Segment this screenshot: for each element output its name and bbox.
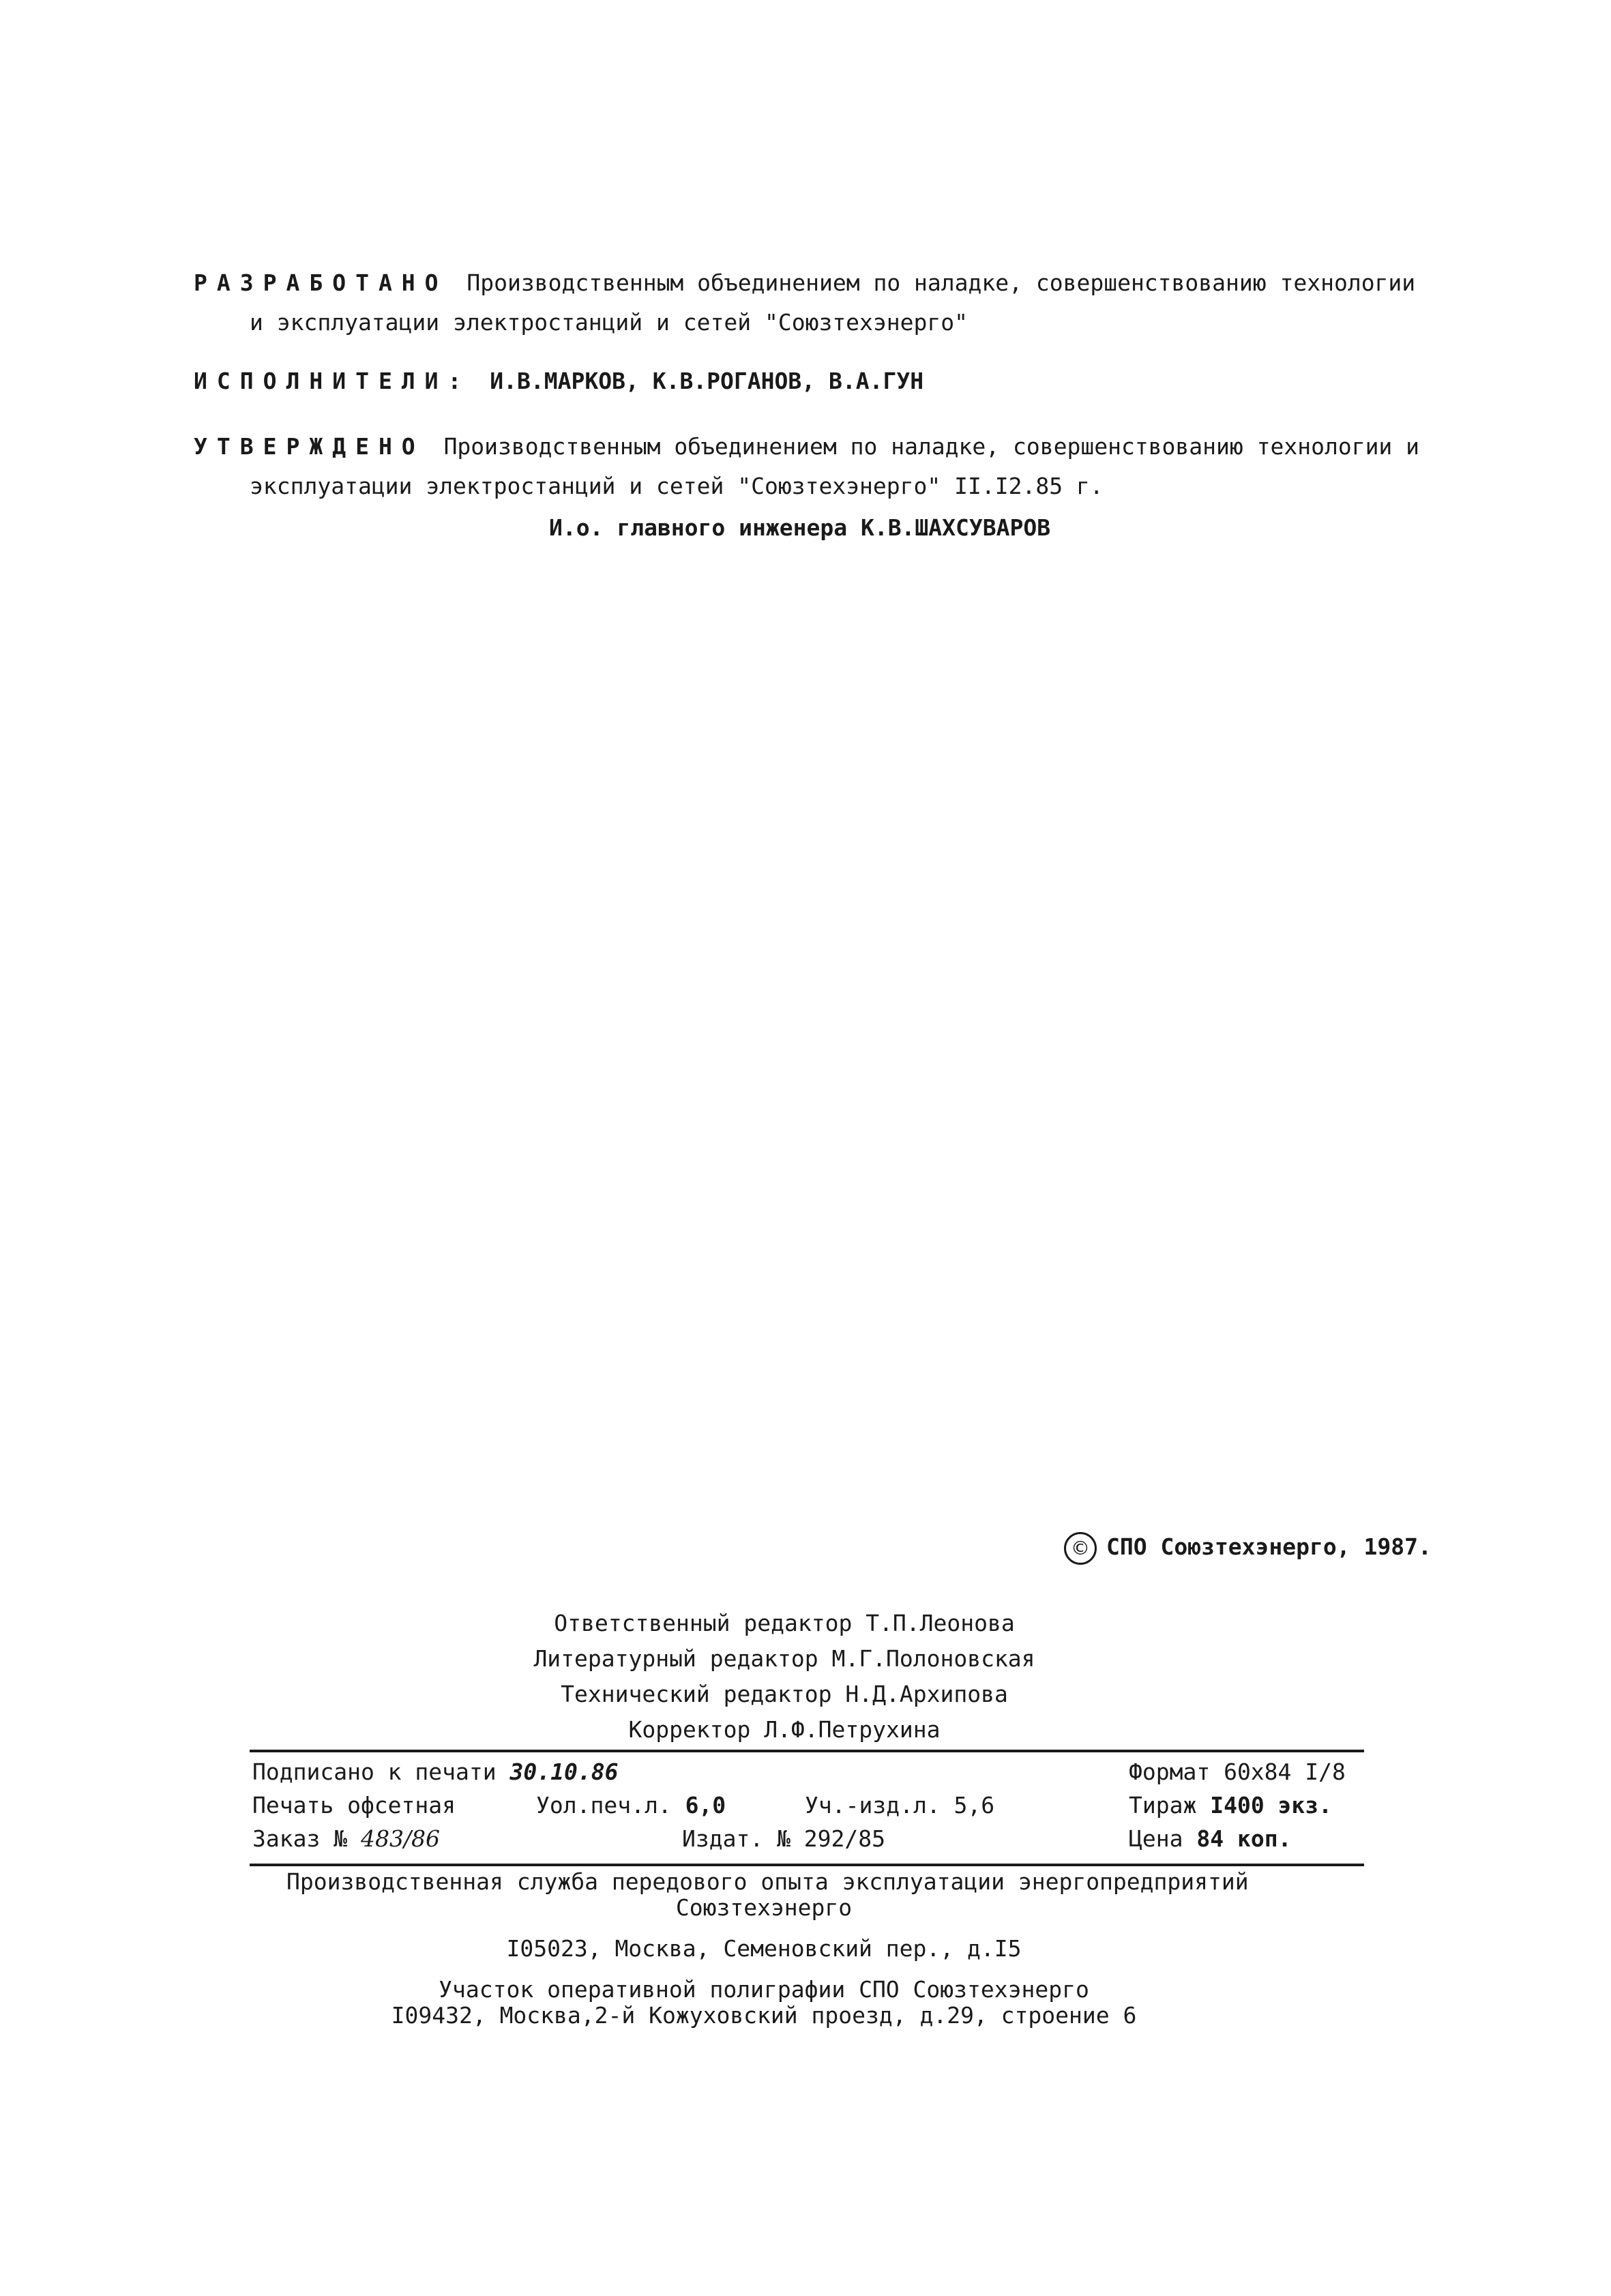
copyright-notice	[1064, 1528, 1432, 1566]
editor-line: Технический редактор Н.Д.Архипова	[561, 1681, 1008, 1707]
signed-date: 30.10.86	[509, 1758, 619, 1785]
price-label: Цена	[1129, 1825, 1183, 1852]
print-sheets	[536, 1789, 726, 1823]
footer-address2: I09432, Москва,2-й Кожуховский проезд, д.29, строение 6	[391, 2002, 1137, 2029]
print-run-value: I400 экз.	[1210, 1792, 1333, 1819]
developed-by-line2: и эксплуатации электростанций и сетей "Союзтехэнерго"	[250, 309, 968, 336]
order-label: Заказ №	[252, 1825, 348, 1852]
publishing-sheets: Уч.-изд.л. 5,6	[805, 1792, 995, 1819]
chief-engineer: И.о. главного инженера К.В.ШАХСУВАРОВ	[549, 514, 1051, 541]
copyright-icon: ©	[1064, 1532, 1097, 1565]
developed-by-line1: Производственным объединением по наладке, совершенствованию технологии	[467, 269, 1416, 296]
copyright-text: СПО Союзтехэнерго, 1987.	[1106, 1533, 1432, 1560]
approved-line1: Производственным объединением по наладке, совершенствованию технологии и	[443, 433, 1420, 460]
performers-section	[194, 362, 923, 401]
divider-top	[250, 1750, 1364, 1752]
price-value: 84 коп.	[1196, 1825, 1292, 1852]
footer-line2: Союзтехэнерго	[675, 1894, 853, 1921]
publisher-number: Издат. № 292/85	[682, 1825, 886, 1852]
editors-list	[477, 1606, 1091, 1748]
editor-line: Ответственный редактор Т.П.Леонова	[554, 1610, 1015, 1636]
signed-to-print	[252, 1755, 618, 1789]
print-sheets-label: Уол.печ.л.	[536, 1792, 672, 1819]
approved-line2: эксплуатации электростанций и сетей "Союзтехэнерго" II.I2.85 г.	[250, 473, 1104, 499]
editor-line: Литературный редактор М.Г.Полоновская	[533, 1645, 1035, 1672]
footer-line4: Участок оперативной полиграфии СПО Союзтехэнерго	[439, 1976, 1089, 2003]
developed-by-label: РАЗРАБОТАНО	[194, 269, 448, 296]
approved-section	[194, 427, 1419, 506]
order-value: 483/86	[360, 1825, 441, 1852]
print-run	[1129, 1789, 1332, 1823]
approved-label: УТВЕРЖДЕНО	[194, 433, 425, 460]
performers-label: ИСПОЛНИТЕЛИ:	[194, 368, 471, 394]
order-number	[252, 1822, 440, 1856]
format-value: Формат 60х84 I/8	[1129, 1758, 1346, 1785]
print-type: Печать офсетная	[252, 1792, 456, 1819]
developed-by-section	[194, 263, 1415, 342]
print-run-label: Тираж	[1129, 1792, 1197, 1819]
signed-label: Подписано к печати	[252, 1758, 497, 1785]
footer-line1: Производственная служба передового опыта эксплуатации энергопредприятий	[286, 1868, 1249, 1895]
publisher-footer	[286, 1868, 1249, 2029]
performers-names: И.В.МАРКОВ, К.В.РОГАНОВ, В.А.ГУН	[490, 368, 924, 394]
print-sheets-value: 6,0	[685, 1792, 726, 1819]
editor-line: Корректор Л.Ф.Петрухина	[628, 1716, 941, 1743]
divider-bottom	[250, 1864, 1364, 1866]
footer-address1: I05023, Москва, Семеновский пер., д.I5	[506, 1935, 1022, 1962]
price	[1129, 1822, 1291, 1856]
